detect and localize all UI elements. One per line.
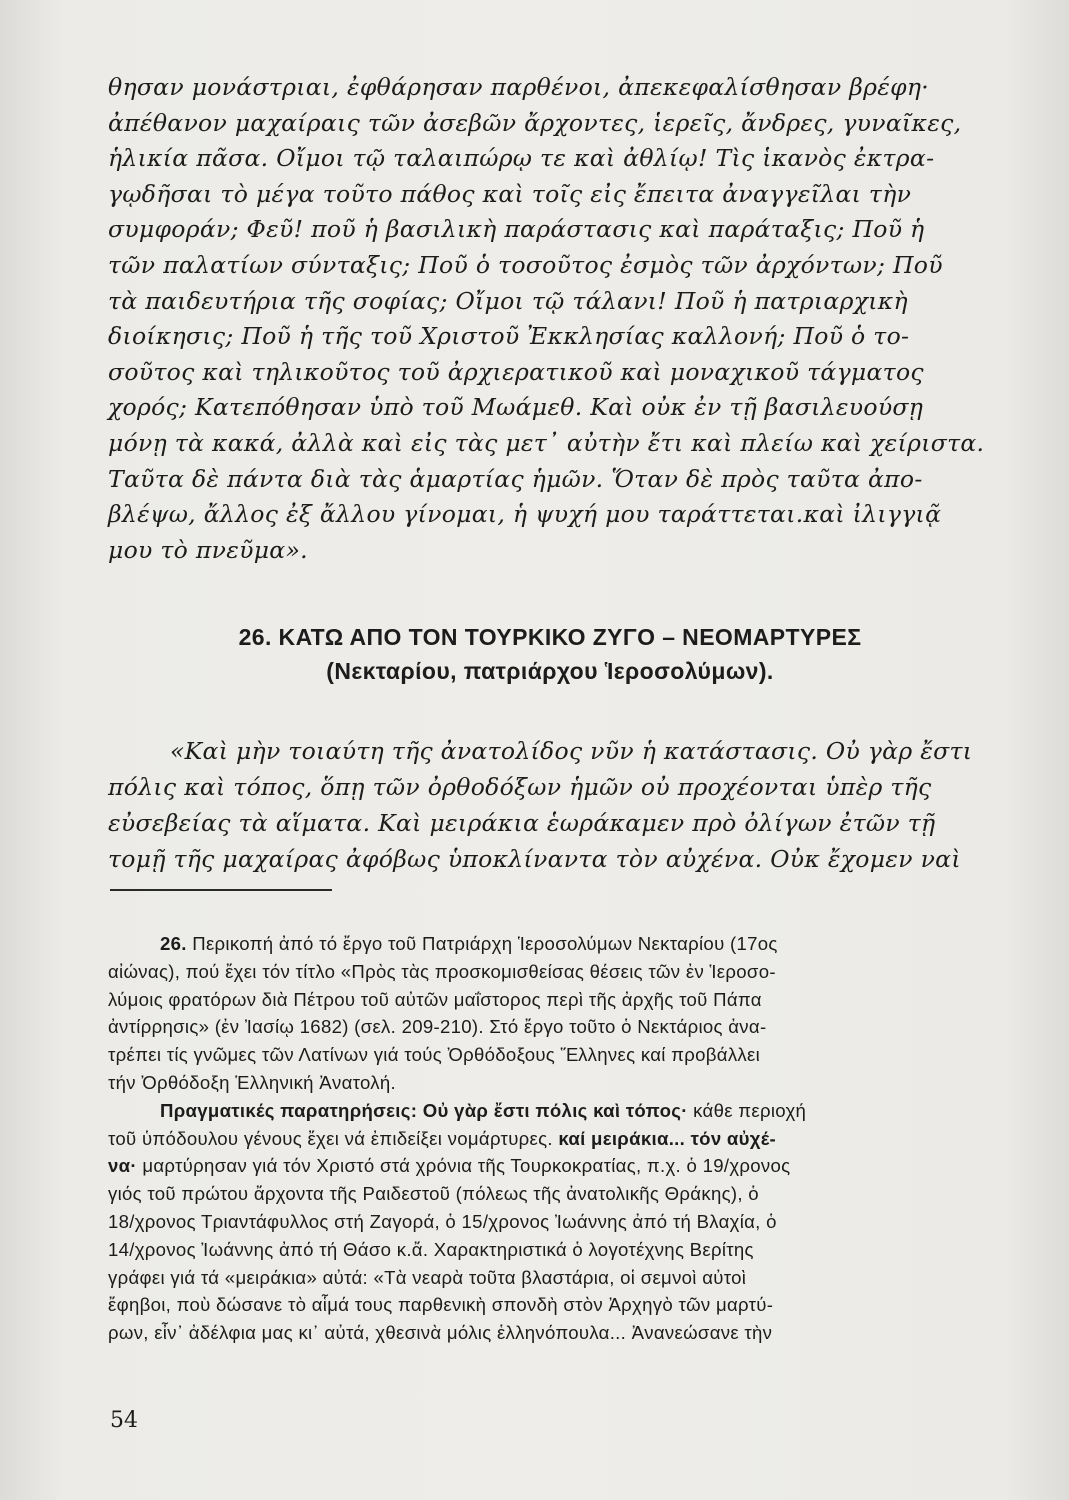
note-number: 26. <box>160 933 187 954</box>
note-text: τοῦ ὑπόδουλου γένους ἔχει νά ἐπιδείξει νομάρτυρες. <box>108 1127 559 1149</box>
note-line: λύμοις φρατόρων διὰ Πέτρου τοῦ αὐτῶν μαΐστορος περὶ τῆς ἀρχῆς τοῦ Πάπα <box>108 988 762 1010</box>
note-bold-text: καί μειράκια... τόν αὐχέ- <box>558 1127 776 1149</box>
text-line: τῶν παλατίων σύνταξις; Ποῦ ὁ τοσοῦτος ἐσμὸς τῶν ἀρχόντων; Ποῦ <box>108 250 943 279</box>
note-text: Περικοπή ἀπό τό ἔργο τοῦ Πατριάρχη Ἱεροσολύμων Νεκταρίου (17ος <box>192 933 778 954</box>
note-line <box>108 930 988 958</box>
remarks-label: Πραγματικές παρατηρήσεις: Οὐ γὰρ ἔστι πόλις καὶ τόπος· <box>160 1099 688 1121</box>
text-line: συμφοράν; Φεῦ! ποῦ ἡ βασιλικὴ παράστασις καὶ παράταξις; Ποῦ ἡ <box>108 215 925 244</box>
note-bold-text: να· <box>108 1155 137 1177</box>
note-line <box>108 1097 988 1125</box>
note-line: ρων, εἶν᾽ ἀδέλφια μας κι᾽ αὐτά, χθεσινὰ μόλις ἑλληνόπουλα... Ἀνανεώσανε τὴν <box>108 1322 773 1344</box>
text-line: ἀπέθανον μαχαίραις τῶν ἀσεβῶν ἄρχοντες, ἱερεῖς, ἄνδρες, γυναῖκες, <box>108 108 962 137</box>
note-line: γιός τοῦ πρώτου ἄρχοντα τῆς Ραιδεστοῦ (πόλεως τῆς ἀνατολικῆς Θράκης), ὁ <box>108 1183 759 1205</box>
text-line: ἡλικία πᾶσα. Οἴμοι τῷ ταλαιπώρῳ τε καὶ ἀθλίῳ! Τὶς ἱκανὸς ἐκτρα- <box>108 144 935 173</box>
text-line: γῳδῆσαι τὸ μέγα τοῦτο πάθος καὶ τοῖς εἰς ἔπειτα ἀναγγεῖλαι τὴν <box>108 179 912 208</box>
note-line: ἀντίρρησις» (ἐν Ἰασίῳ 1682) (σελ. 209-210). Στό ἔργο τοῦτο ὁ Νεκτάριος ἀνα- <box>108 1016 767 1038</box>
text-line: βλέψω, ἄλλος ἐξ ἄλλου γίνομαι, ἡ ψυχή μου ταράττεται.καὶ ἰλιγγιᾷ <box>108 500 942 529</box>
text-line: μου τὸ πνεῦμα». <box>108 535 308 564</box>
note-line <box>108 1152 988 1180</box>
text-line: θησαν μονάστριαι, ἐφθάρησαν παρθένοι, ἀπεκεφαλίσθησαν βρέφη· <box>108 73 930 101</box>
note-line <box>108 1125 988 1153</box>
text-line: χορός; Κατεπόθησαν ὑπὸ τοῦ Μωάμεθ. Καὶ οὐκ ἐν τῇ βασιλευούσῃ <box>108 393 924 422</box>
note-line: 14/χρονος Ἰωάννης ἀπό τή Θάσο κ.ἄ. Χαρακτηριστικά ὁ λογοτέχνης Βερίτης <box>108 1238 754 1260</box>
note-line: τήν Ὀρθόδοξη Ἑλληνική Ἀνατολή. <box>108 1071 397 1093</box>
note-line: αἰώνας), πού ἔχει τόν τίτλο «Πρὸς τὰς προσκομισθείσας θέσεις τῶν ἐν Ἱεροσο- <box>108 960 776 982</box>
quote-line: εὐσεβείας τὰ αἵματα. Καὶ μειράκια ἑωράκαμεν πρὸ ὀλίγων ἐτῶν τῇ <box>108 809 936 837</box>
section-title: 26. ΚΑΤΩ ΑΠΟ ΤΟΝ ΤΟΥΡΚΙΚΟ ΖΥΓΟ – ΝΕΟΜΑΡΤΥΡΕΣ <box>238 624 862 650</box>
main-text-block <box>108 70 998 568</box>
quote-block <box>108 733 998 877</box>
quote-line: «Καὶ μὴν τοιαύτη τῆς ἀνατολίδος νῦν ἡ κατάστασις. Οὐ γὰρ ἔστι <box>170 737 973 765</box>
text-line: σοῦτος καὶ τηλικοῦτος τοῦ ἀρχιερατικοῦ καὶ μοναχικοῦ τάγματος <box>108 357 924 386</box>
section-heading <box>110 620 990 688</box>
quote-line: τομῇ τῆς μαχαίρας ἀφόβως ὑποκλίναντα τὸν αὐχένα. Οὐκ ἔχομεν ναὶ <box>108 845 961 873</box>
section-subtitle: (Νεκταρίου, πατριάρχου Ἱεροσολύμων). <box>326 658 774 684</box>
note-text: μαρτύρησαν γιά τόν Χριστό στά χρόνια τῆς Τουρκοκρατίας, π.χ. ὁ 19/χρονος <box>136 1155 791 1177</box>
footnotes-block <box>108 930 988 1347</box>
text-line: διοίκησις; Ποῦ ἡ τῆς τοῦ Χριστοῦ Ἐκκλησίας καλλονή; Ποῦ ὁ το- <box>108 322 910 351</box>
note-line: 18/χρονος Τριαντάφυλλος στή Ζαγορά, ὁ 15/χρονος Ἰωάννης ἀπό τή Βλαχία, ὁ <box>108 1210 777 1232</box>
footnote-divider <box>110 889 332 891</box>
quote-line: πόλις καὶ τόπος, ὅπῃ τῶν ὀρθοδόξων ἡμῶν οὐ προχέονται ὑπὲρ τῆς <box>108 773 932 801</box>
page-number: 54 <box>110 1408 138 1433</box>
note-line: τρέπει τίς γνῶμες τῶν Λατίνων γιά τούς Ὀρθόδοξους Ἕλληνες καί προβάλλει <box>108 1044 761 1066</box>
note-line: ἔφηβοι, ποὺ δώσανε τὸ αἷμά τους παρθενικὴ σπονδὴ στὸν Ἀρχηγὸ τῶν μαρτύ- <box>108 1294 774 1316</box>
note-text: κάθε περιοχή <box>687 1099 807 1121</box>
text-line: μόνῃ τὰ κακά, ἀλλὰ καὶ εἰς τὰς μετ᾽ αὐτὴν ἔτι καὶ πλείω καὶ χείριστα. <box>108 428 985 457</box>
text-line: τὰ παιδευτήρια τῆς σοφίας; Οἴμοι τῷ τάλανι! Ποῦ ἡ πατριαρχικὴ <box>108 286 908 315</box>
note-line: γράφει γιά τά «μειράκια» αὐτά: «Τὰ νεαρὰ τοῦτα βλαστάρια, οἱ σεμνοὶ αὐτοὶ <box>108 1266 747 1288</box>
text-line: Ταῦτα δὲ πάντα διὰ τὰς ἁμαρτίας ἡμῶν. Ὅταν δὲ πρὸς ταῦτα ἀπο- <box>108 464 923 493</box>
